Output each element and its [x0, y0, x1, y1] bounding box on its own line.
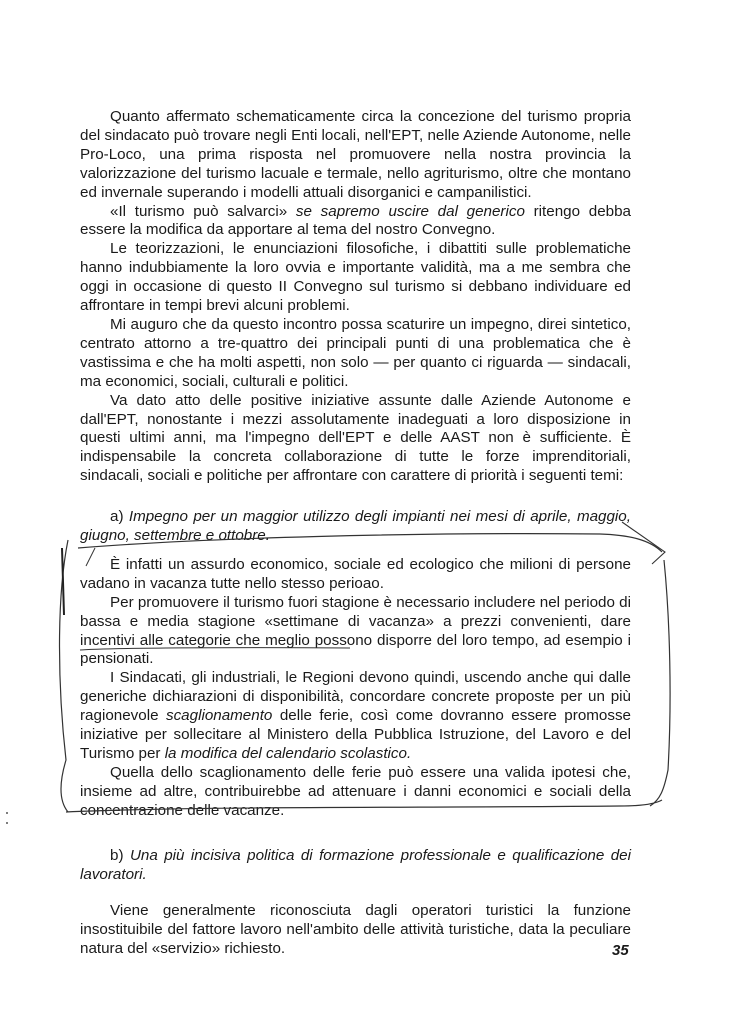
bracket-right-stroke	[650, 560, 670, 806]
bracket-left-inner	[62, 548, 64, 615]
item-a-body	[80, 556, 631, 821]
paragraph-2-rest: ritengo debba essere la modifica da apportare al tema del nostro Convegno.	[80, 202, 631, 239]
item-a-heading	[80, 508, 631, 546]
item-a-paragraph-3-italic-2: la modifica del calendario scolastico.	[164, 745, 412, 762]
bracket-left-stroke	[60, 540, 69, 812]
item-a-paragraph-1: È infatti un assurdo economico, sociale ed ecologico che milioni di persone vadano in vacanza tutte nello stesso perioao.	[80, 555, 631, 592]
margin-dot	[6, 822, 8, 824]
margin-dot	[6, 812, 8, 814]
paragraph-3: Le teorizzazioni, le enunciazioni filosofiche, i dibattiti sulle problematiche hanno indubbiamente la loro ovvia e importante validità, ma a me sembra che oggi in occasione di questo II Convegno sul turismo si debbano individuare ed affrontare in tempi brevi alcuni problemi.	[80, 240, 631, 315]
text-column	[80, 108, 631, 959]
item-a-paragraph-3-part-2: delle ferie, così come dovranno essere promosse iniziative per sollecitare al Ministero della Pubblica Istruzione, del Lavoro e del Turismo per	[80, 707, 631, 762]
item-b-heading	[80, 847, 631, 885]
paragraph-4: Mi auguro che da questo incontro possa scaturire un impegno, direi sintetico, centrato attorno a tre-quattro dei principali punti di una problematica che è vastissima e che ha molti aspetti, non solo — per quanto ci riguarda — sindacali, ma economici, sociali, culturali e politici.	[80, 315, 631, 390]
item-a-paragraph-2: Per promuovere il turismo fuori stagione è necessario includere nel periodo di bassa e media stagione «settimane di vacanza» a prezzi convenienti, dare incentivi alle categorie che meglio possono disporre del loro tempo, ad esempio i pensionati.	[80, 593, 631, 668]
paragraph-5: Va dato atto delle positive iniziative assunte dalle Aziende Autonome e dall'EPT, nonostante i mezzi assolutamente inadeguati a loro disposizione in questi ultimi anni, ma l'impegno dell'EPT e delle AAST non è sufficiente. È indispensabile la concreta collaborazione di tutte le forze imprenditoriali, sindacali, sociali e politiche per affrontare con carattere di priorità i seguenti temi:	[80, 391, 631, 485]
page-number: 35	[612, 942, 629, 959]
item-a-label: a)	[110, 508, 129, 526]
item-a-text: Impegno per un maggior utilizzo degli impianti nei mesi di aprile, maggio, giugno, settembre e ottobre.	[80, 508, 631, 545]
item-a-paragraph-3-italic-1: scaglionamento	[165, 707, 273, 725]
paragraph-2	[80, 203, 631, 241]
paragraph-2-italic: se sapremo uscire dal generico	[295, 202, 525, 220]
paragraph-2-quote: «Il turismo può salvarci»	[110, 202, 296, 220]
item-a-paragraph-3-part-1: I Sindacati, gli industriali, le Regioni devono quindi, uscendo anche qui dalle generiche dichiarazioni di disponibilità, concordare concrete proposte per un più ragionevole	[80, 669, 631, 725]
paragraph-1: Quanto affermato schematicamente circa la concezione del turismo propria del sindacato può trovare negli Enti locali, nell'EPT, nelle Aziende Autonome, nelle Pro-Loco, una prima risposta nel promuovere nella nostra provincia la valorizzazione del turismo lacuale e termale, nello agriturismo, oltre che montano ed invernale superando i modelli attuali disorganici e campanilistici.	[80, 108, 631, 201]
item-a-paragraph-4: Quella dello scaglionamento delle ferie può essere una valida ipotesi che, insieme ad altre, contribuirebbe ad attenuare i danni economici e sociali della concentrazione delle vacanze.	[80, 763, 631, 819]
item-b-text: Una più incisiva politica di formazione professionale e qualificazione dei lavoratori.	[80, 846, 631, 883]
final-paragraph: Viene generalmente riconosciuta dagli operatori turistici la funzione insostituibile del fattore lavoro nell'ambito delle attività turistiche, data la peculiare natura del «servizio» richiesto.	[80, 902, 631, 958]
item-a-paragraph-3	[80, 669, 631, 764]
item-b-label: b)	[110, 846, 130, 864]
